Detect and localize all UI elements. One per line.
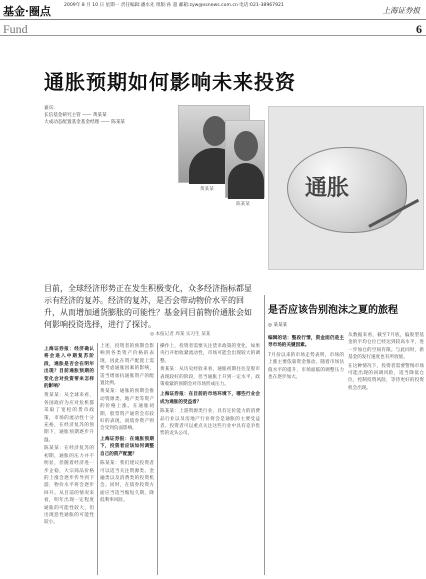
section-title: 基金·圈点	[3, 5, 51, 18]
article-column-2	[100, 343, 154, 575]
intro-credit: ◎ 本报记者 周某 实习生 某某	[150, 332, 211, 337]
column-paragraph: 黄某某：从历史经验来看，通胀初期往往是股市表现较好的阶段，但当通胀上升到一定水平，政策收紧的预期会对市场形成压力。	[160, 367, 260, 388]
column-paragraph: 陈某某：我们建议投资者可以适当关注资源类、金融类以及消费类的投资机会。同时，在债券投资方面应当适当缩短久期，降低利率风险。	[100, 461, 154, 504]
article-headline: 通胀预期如何影响未来投资	[44, 70, 296, 94]
article-column-1	[44, 343, 94, 575]
page-number: 6	[416, 22, 422, 36]
column-paragraph: 从数据来看，截至7月底，偏股型基金的平均仓位已经达到较高水平，进一步加仓的空间有限。与此同时，新基金的发行速度也有所放缓。	[348, 333, 424, 361]
sidebar-author: ◎ 某某某	[268, 323, 288, 328]
sidebar-column-1	[268, 332, 344, 575]
column-paragraph: 黄某某：通胀的预期会推动资源类、地产类等资产的价格上涨。在通胀初期，股票资产通常会有较好的表现，而债券资产则会受到负面影响。	[100, 389, 154, 432]
page-header	[0, 0, 426, 20]
byline-line: 嘉宾:	[44, 106, 55, 111]
byline-line: 长信基金研究主管 —— 黄某某	[44, 113, 107, 118]
column-divider	[157, 343, 158, 575]
article-column-3	[160, 343, 260, 575]
portrait-caption-right: 陈某某	[236, 202, 250, 207]
sidebar-column-2	[348, 332, 424, 575]
column-paragraph: 上海证券报：在通胀预期下，投资者应该如何调整自己的资产配置？	[100, 436, 154, 457]
byline-line: 大成动态配置基金基金经理 —— 陈某某	[44, 120, 126, 125]
column-paragraph: 上海证券报：经济确认将会进入中期复苏阶段，通胀是否会在明年出现？目前通胀预期的变化会对投资带来怎样的影响？	[44, 347, 94, 390]
column-paragraph: 上海证券报：在目前的市场环境下，哪些行业会成为通胀的受益者？	[160, 392, 260, 405]
fund-label: Fund	[3, 22, 28, 36]
sidebar-article-title: 是否应该告别泡沫之夏的旅程	[268, 305, 398, 316]
issue-info: 2009年 8 月 10 日 星期一 责任编辑:潘水先 组版:孙 超 邮箱:zyw@ssnews.com.cn 电话:021-38967921	[64, 3, 284, 8]
column-divider	[264, 295, 265, 575]
column-paragraph: 黄某某：从全球来看，各国政府为应对危机都采取了宽松的货币政策，市场的流动性十分充裕，在经济复苏的预期下，通胀预期逐步升温。	[44, 393, 94, 443]
column-paragraph: 陈某某：上游资源类行业、具有定价能力的消费品行业以及房地产行业将会是通胀的主要受益者。投资者可以重点关注这些行业中具有竞争优势的龙头公司。	[160, 409, 260, 437]
column-paragraph: 7月份以来的市场走势表明，市场的上涨主要依靠资金推动，随着市场估值水平的提升，市场面临的调整压力也在逐步加大。	[268, 352, 344, 381]
column-paragraph: 操作上，投资者需要关注货币政策的变化，如果央行开始收紧流动性，市场可能会出现较大的调整。	[160, 344, 260, 364]
column-paragraph: 陈某某：在经济复苏的初期，通胀的压力并不明显，但随着经济进一步企稳，大宗商品价格的上涨会逐步传导到下游，物价水平将会逐步回升。从目前的情况来看，明年出现一定程度通胀的可能性较大，但出现恶性通胀的可能性较小。	[44, 446, 94, 526]
byline	[44, 105, 174, 143]
column-paragraph: 上述，投资者的预期会影响到各类资产价格的表现，因此在资产配置上需要考虑通胀因素的影响，适当增加抗通胀资产的配置比例。	[100, 344, 154, 387]
portrait-photo-right	[225, 120, 265, 198]
newspaper-name: 上海证券报	[382, 6, 420, 15]
column-divider	[97, 343, 98, 575]
portrait-caption-left: 黄某某	[200, 187, 214, 192]
column-paragraph: 在这种情况下，投资者需要警惕市场可能出现的回调风险，适当降低仓位，控制投资风险，等待更好的投资机会出现。	[348, 363, 424, 391]
inflation-balloon-illustration: 通胀	[268, 106, 424, 270]
column-paragraph: 编辑的话：整段行情，资金面仍是主导市场的关键因素。	[268, 336, 344, 349]
article-intro: 目前，全球经济形势正在发生积极变化，众多经济指标都显示有经济的复苏。经济的复苏，是否会带动物价水平的回升，从而增加通货膨胀的可能性？基金同目前物价通胀会如何影响投资选择，进行了探讨。	[44, 284, 252, 329]
fund-bar	[0, 22, 426, 36]
